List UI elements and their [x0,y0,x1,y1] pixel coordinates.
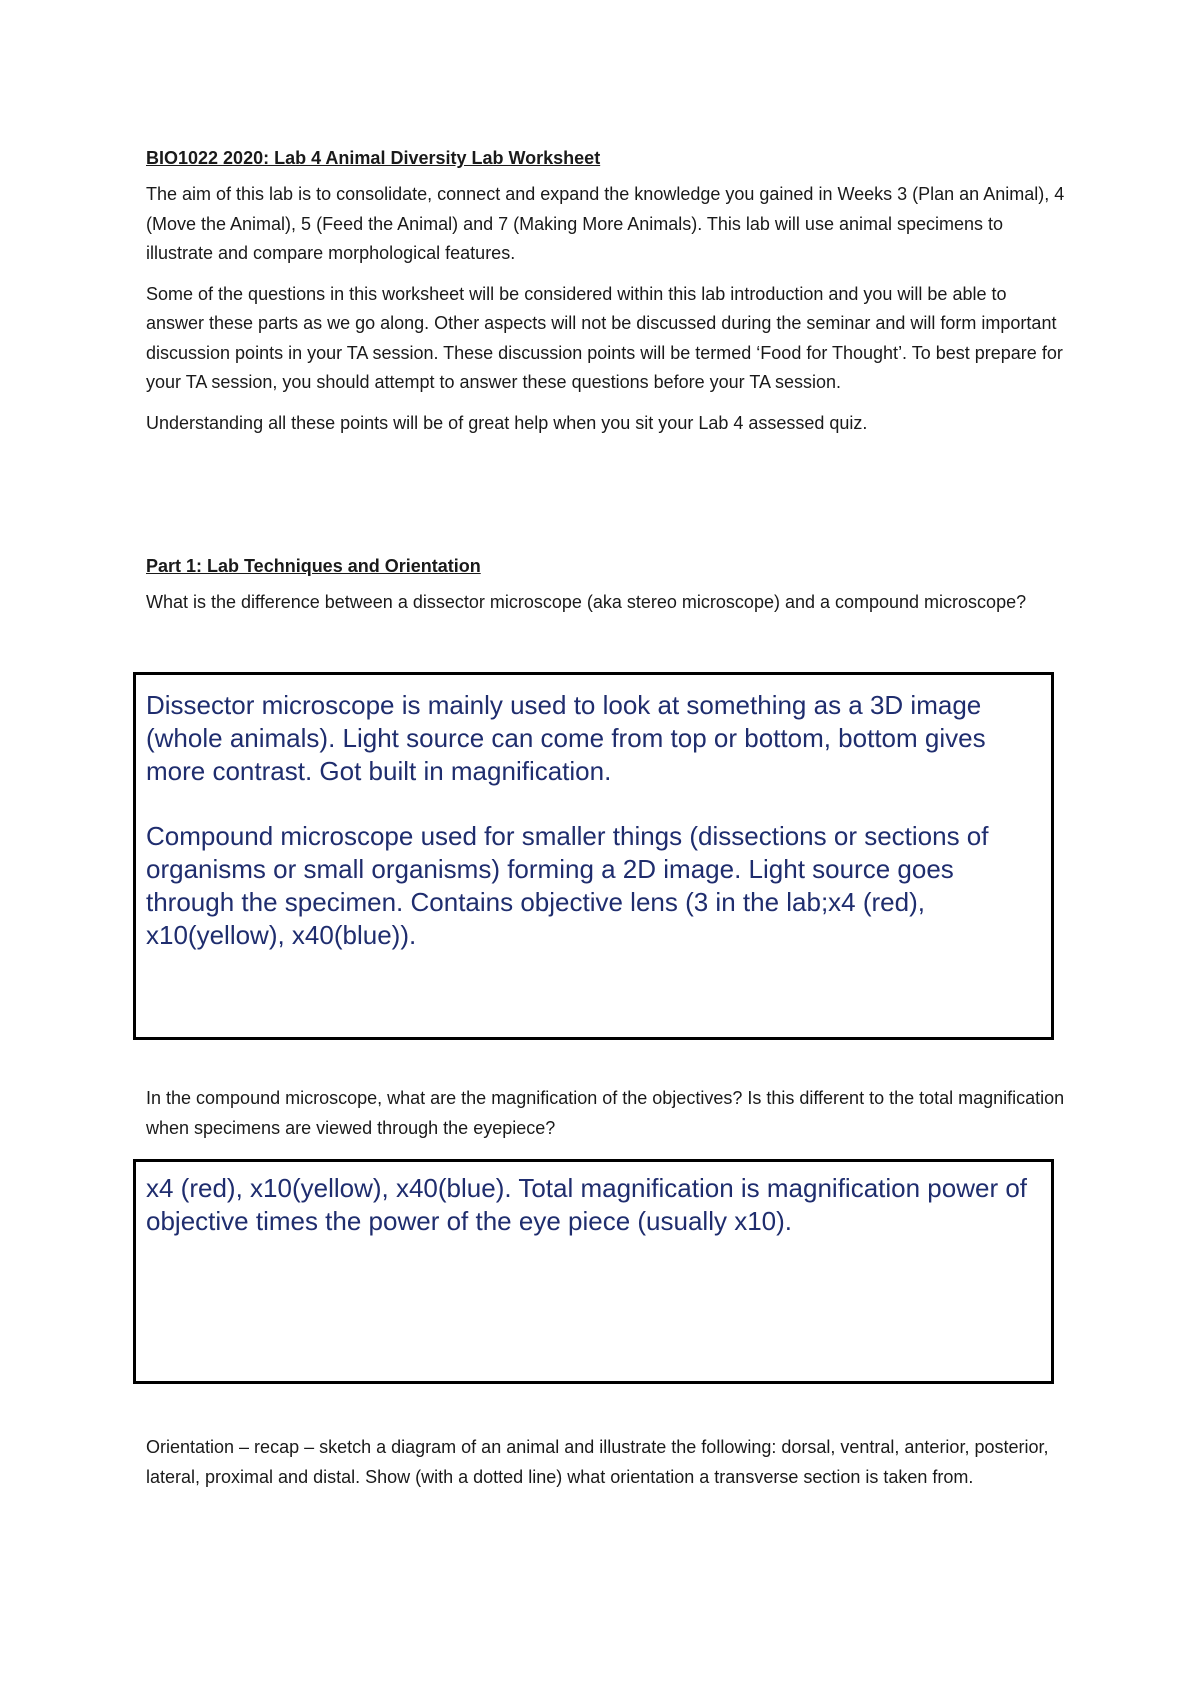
intro-paragraph-questions: Some of the questions in this worksheet will be considered within this lab introduction and you will be able to answer these parts as we go along. Other aspects will not be discussed during the seminar and will form important discussion points in your TA session. These discussion points will be termed ‘Food for Thought’. To best prepare for your TA session, you should attempt to answer these questions before your TA session. [146,283,1063,392]
question-orientation-block [146,1433,1066,1503]
question-orientation: Orientation – recap – sketch a diagram of an animal and illustrate the following: dorsal, ventral, anterior, posterior, lateral, proximal and distal. Show (with a dotted line) what orientation a transverse section is taken from. [146,1437,1049,1487]
answer-box-microscope-difference[interactable] [133,672,1054,1040]
answer-magnification: x4 (red), x10(yellow), x40(blue). Total magnification is magnification power of objective times the power of the eye piece (usually x10). [146,1173,1028,1236]
answer-box-magnification[interactable] [133,1159,1054,1384]
question-magnification: In the compound microscope, what are the magnification of the objectives? Is this different to the total magnification when specimens are viewed through the eyepiece? [146,1088,1065,1138]
question-magnification-block [146,1084,1066,1154]
intro-paragraph-aim: The aim of this lab is to consolidate, connect and expand the knowledge you gained in Weeks 3 (Plan an Animal), 4 (Move the Animal), 5 (Feed the Animal) and 7 (Making More Animals). This lab will use animal specimens to illustrate and compare morphological features. [146,184,1065,263]
answer-dissector-microscope: Dissector microscope is mainly used to look at something as a 3D image (whole animals). Light source can come from top or bottom, bottom gives more contrast. Got built in magnification. [146,690,986,786]
intro-section [146,146,1066,449]
part1-heading: Part 1: Lab Techniques and Orientation [146,556,481,576]
document-title: BIO1022 2020: Lab 4 Animal Diversity Lab Worksheet [146,148,601,168]
answer-compound-microscope: Compound microscope used for smaller things (dissections or sections of organisms or small organisms) forming a 2D image. Light source goes through the specimen. Contains objective lens (3 in the lab;x4 (red), x10(yellow), x40(blue)). [146,821,989,950]
question-microscope-difference: What is the difference between a dissector microscope (aka stereo microscope) and a compound microscope? [146,592,1027,612]
part1-section [146,554,1066,629]
intro-paragraph-quiz: Understanding all these points will be of great help when you sit your Lab 4 assessed quiz. [146,412,868,433]
